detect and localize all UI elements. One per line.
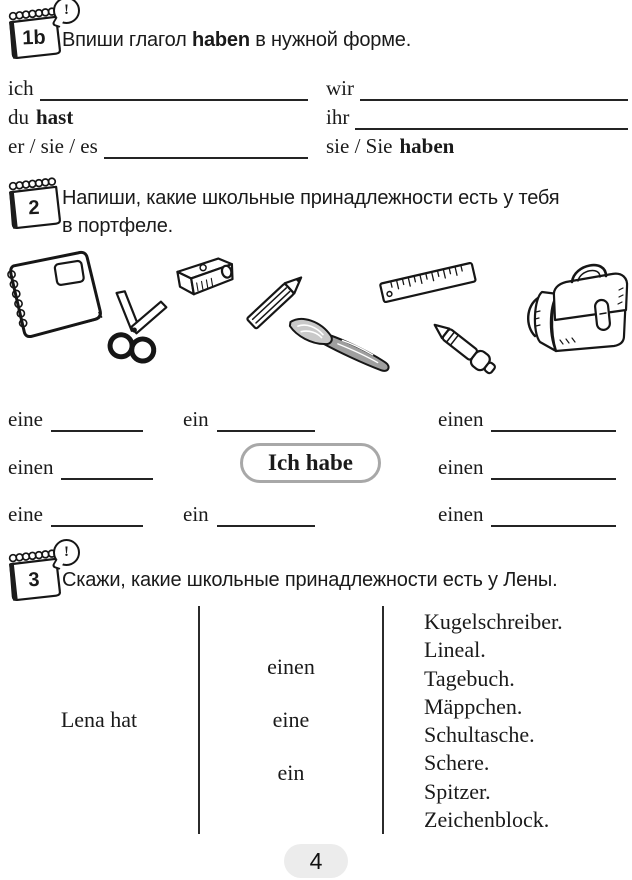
pronoun-label: ich xyxy=(8,76,34,100)
article-option: einen xyxy=(267,654,315,679)
article-label: eine xyxy=(8,407,43,431)
exercise-number: 2 xyxy=(28,196,40,219)
conjugation-row-ihr xyxy=(326,101,628,130)
object-option: Zeichenblock. xyxy=(424,807,550,833)
article-label: einen xyxy=(8,455,54,479)
write-in-line xyxy=(491,426,616,432)
instruction-bold-word: haben xyxy=(191,29,250,51)
write-in-line xyxy=(51,521,143,527)
table-object-column xyxy=(384,606,632,834)
exercise-3-instruction xyxy=(62,566,627,594)
pronoun-label: ihr xyxy=(326,105,350,129)
article-option: eine xyxy=(272,707,310,732)
write-in-line xyxy=(491,474,616,480)
conjugation-grid xyxy=(8,72,628,159)
article-label: eine xyxy=(8,502,43,526)
article-label: einen xyxy=(438,455,484,479)
pen-image xyxy=(420,308,508,390)
table-subject-column xyxy=(0,606,200,834)
instruction-text: в нужной форме. xyxy=(249,29,412,51)
article-cell xyxy=(183,497,315,527)
write-in-line xyxy=(61,474,153,480)
exercise-number: 3 xyxy=(28,568,40,591)
article-cell xyxy=(438,497,616,527)
article-cell xyxy=(183,402,315,432)
object-option: Kugelschreiber. xyxy=(424,609,563,634)
write-in-line xyxy=(51,426,143,432)
article-label: ein xyxy=(183,407,209,431)
object-option: Mäppchen. xyxy=(424,693,523,719)
object-option: Lineal. xyxy=(424,637,486,663)
scissors-image xyxy=(98,290,170,366)
conjugation-row-du xyxy=(8,101,326,130)
conjugation-row-wir xyxy=(326,72,628,101)
conjugation-column-right xyxy=(326,72,628,159)
article-cell xyxy=(8,450,153,480)
instruction-text: Впиши глагол xyxy=(62,29,192,51)
page-number-badge xyxy=(284,844,348,878)
alert-bubble-icon: ! xyxy=(53,0,80,24)
paintbrush-image xyxy=(280,310,398,376)
object-option: Schere. xyxy=(424,750,490,776)
conjugation-row-er-sie-es xyxy=(8,130,326,159)
page-number: 4 xyxy=(309,847,323,874)
article-grid xyxy=(8,402,628,544)
article-label: einen xyxy=(438,502,484,526)
lena-hat-table xyxy=(0,606,632,834)
instruction-text: Напиши, какие школьные принадлежности есть у тебя xyxy=(62,187,560,209)
object-option: Tagebuch. xyxy=(424,665,515,691)
instruction-text: Скажи, какие школьные принадлежности есть у Лены. xyxy=(62,569,558,591)
pronoun-label: sie / Sie xyxy=(326,134,393,158)
article-cell xyxy=(8,402,143,432)
article-option: ein xyxy=(277,760,305,785)
alert-bubble-icon: ! xyxy=(53,539,80,566)
exercise-1b-icon xyxy=(4,2,69,62)
pronoun-label: du xyxy=(8,105,29,129)
conjugation-row-sie-Sie xyxy=(326,130,628,159)
write-in-line xyxy=(217,521,315,527)
conjugation-column-left xyxy=(8,72,326,159)
object-option: Schultasche. xyxy=(424,722,535,748)
exercise-3-icon xyxy=(4,544,69,604)
sharpener-image xyxy=(170,252,240,300)
article-cell xyxy=(438,450,616,480)
ich-habe-pill xyxy=(183,443,438,483)
verb-form: haben xyxy=(399,134,455,158)
object-option: Spitzer. xyxy=(424,778,491,804)
article-label: einen xyxy=(438,407,484,431)
write-in-line xyxy=(217,426,315,432)
exercise-2-icon xyxy=(4,176,64,232)
pronoun-label: wir xyxy=(326,76,354,100)
table-article-column xyxy=(200,606,384,834)
write-in-line xyxy=(104,153,308,159)
conjugation-row-ich xyxy=(8,72,326,101)
article-cell xyxy=(8,497,143,527)
exercise-2-instruction xyxy=(62,184,627,240)
write-in-line xyxy=(491,521,616,527)
verb-form: hast xyxy=(36,105,74,129)
school-bag-image xyxy=(520,252,632,360)
pronoun-label: er / sie / es xyxy=(8,134,98,158)
exercise-1b-instruction xyxy=(62,26,622,54)
article-label: ein xyxy=(183,502,209,526)
school-supplies-images xyxy=(0,246,632,404)
article-cell xyxy=(438,402,616,432)
subject-label: Lena hat xyxy=(60,707,138,732)
ruler-image xyxy=(376,256,480,310)
exercise-number: 1b xyxy=(21,26,47,49)
instruction-text: в портфеле. xyxy=(62,215,174,237)
ich-habe-label: Ich habe xyxy=(240,443,381,483)
